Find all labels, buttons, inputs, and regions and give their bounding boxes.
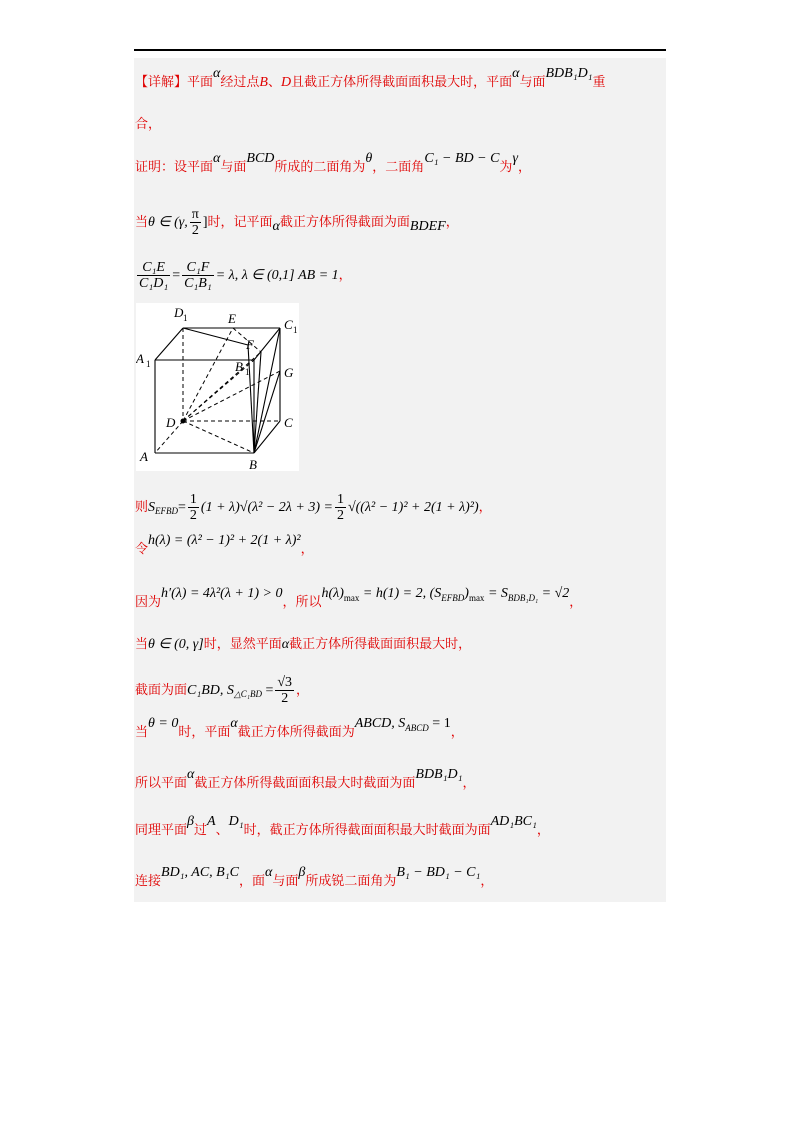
math-bracket: ] xyxy=(202,215,208,230)
denominator: 2 xyxy=(281,691,289,706)
math-dihedral: C₁ − BD − C xyxy=(424,151,500,166)
text: 时，记平面 xyxy=(207,215,273,230)
text: 过 xyxy=(194,823,208,838)
text: 截正方体所得截面面积最大时截面为面 xyxy=(194,776,416,791)
text-line-9 xyxy=(135,637,471,653)
math-alpha: α xyxy=(187,767,195,782)
label-C1: C xyxy=(284,317,293,332)
label-F: F xyxy=(246,337,254,352)
text-line-2 xyxy=(135,117,161,133)
text: 经过点 xyxy=(220,75,260,90)
math-D: D xyxy=(280,75,292,90)
text-line-6 xyxy=(135,492,492,523)
label-B1: B xyxy=(235,359,243,374)
math-interval: θ ∈ (γ, xyxy=(148,215,188,230)
detail-intro: 【详解】平面 xyxy=(135,75,214,90)
text-line-11 xyxy=(135,716,464,741)
text-line-7 xyxy=(135,533,314,558)
math-h: h(λ) xyxy=(321,586,344,601)
label-A: A xyxy=(140,449,148,464)
math-beta: β xyxy=(298,865,306,880)
text: 为 xyxy=(499,160,513,175)
text: 、 xyxy=(215,823,229,838)
math-alpha: α xyxy=(213,151,221,166)
subscript: EFBD xyxy=(155,506,179,516)
text-line-5 xyxy=(135,260,352,291)
subscript: BDB₁D₁ xyxy=(507,593,539,603)
math-D1: D₁ xyxy=(228,814,244,829)
subscript: max xyxy=(343,593,360,603)
label-G: G xyxy=(284,365,294,380)
text: 当 xyxy=(135,725,149,740)
text: 所成锐二面角为 xyxy=(305,874,397,889)
numerator: C₁F xyxy=(182,260,214,276)
text: 当 xyxy=(135,215,149,230)
text: 时，截正方体所得截面面积最大时截面为面 xyxy=(243,823,491,838)
math-equals: = xyxy=(261,683,274,698)
text: ，面 xyxy=(238,874,265,889)
text: 时，平面 xyxy=(178,725,231,740)
text: ， xyxy=(296,683,310,698)
math-equals: = xyxy=(172,268,181,283)
text: ，所以 xyxy=(282,595,322,610)
math-plane: BDB₁D₁ xyxy=(545,66,593,81)
label-sub: 1 xyxy=(293,325,298,335)
label-sub: 1 xyxy=(245,367,250,377)
math-h-max: = h(1) = 2, (S xyxy=(359,586,442,601)
text: ， xyxy=(536,823,550,838)
numerator: 1 xyxy=(336,492,344,507)
text-line-13 xyxy=(135,814,550,839)
math-plane: BDEF xyxy=(409,219,446,234)
math-gamma: γ xyxy=(512,151,518,166)
math-section: C₁BD, S xyxy=(187,683,234,698)
math-sqrt2: = √2 xyxy=(538,586,570,601)
text: 与面 xyxy=(519,75,546,90)
subscript: max xyxy=(468,593,485,603)
math-alpha: α xyxy=(264,865,273,880)
math-S: S xyxy=(148,500,156,515)
math-paren: ) xyxy=(464,586,469,601)
text: ， xyxy=(462,776,476,791)
text: ， xyxy=(517,160,531,175)
numerator: C₁E xyxy=(137,260,170,276)
text: 连接 xyxy=(135,874,162,889)
text: 令 xyxy=(135,542,149,557)
math-plane: AD₁BC₁ xyxy=(490,814,537,829)
text: 截面为面 xyxy=(135,683,188,698)
text: ， xyxy=(300,542,314,557)
label-A1: A xyxy=(136,351,144,366)
numerator: √3 xyxy=(277,675,293,690)
text: 时，显然平面 xyxy=(203,637,282,652)
text: 当 xyxy=(135,637,149,652)
label-sub: 1 xyxy=(146,359,151,369)
text: ， xyxy=(338,268,352,283)
math-alpha: α xyxy=(281,637,290,652)
fraction-ratio-2 xyxy=(182,260,214,291)
label-B: B xyxy=(249,457,257,471)
math-A: A xyxy=(207,814,216,829)
denominator: C₁B₁ xyxy=(184,276,212,291)
fraction-ratio-1 xyxy=(137,260,170,291)
math-alpha: α xyxy=(230,716,238,731)
math-section: ABCD, S xyxy=(354,716,406,731)
text: 同理平面 xyxy=(135,823,188,838)
text: 且截正方体所得截面面积最大时，平面 xyxy=(291,75,513,90)
label-E: E xyxy=(228,311,236,326)
fraction-pi-2 xyxy=(190,207,201,238)
cube-figure xyxy=(136,303,299,471)
text: 、 xyxy=(267,75,281,90)
subscript: EFBD xyxy=(441,593,465,603)
math-B: B xyxy=(259,75,268,90)
math-plane: BDB₁D₁ xyxy=(415,767,463,782)
text: 证明：设平面 xyxy=(135,160,214,175)
text: 截正方体所得截面面积最大时， xyxy=(289,637,472,652)
text: 所以平面 xyxy=(135,776,188,791)
math-equals: = xyxy=(178,500,186,515)
math-lines: BD₁, AC, B₁C xyxy=(161,865,239,880)
text: ， xyxy=(569,595,583,610)
text: 截正方体所得截面为 xyxy=(237,725,355,740)
text: ，二面角 xyxy=(372,160,425,175)
denominator: 2 xyxy=(191,223,199,238)
text: 因为 xyxy=(135,595,162,610)
math-plane: BCD xyxy=(246,151,275,166)
math-area-expr: (1 + λ)√(λ² − 2λ + 3) = xyxy=(200,500,333,515)
math-alpha: α xyxy=(213,66,221,81)
header-rule xyxy=(134,49,666,51)
text: 重 xyxy=(592,75,606,90)
math-interval: θ ∈ (0, γ] xyxy=(148,637,204,652)
math-h-def: h(λ) = (λ² − 1)² + 2(1 + λ)² xyxy=(148,533,301,548)
numerator: π xyxy=(191,207,199,222)
text-line-3 xyxy=(135,151,531,176)
math-alpha: α xyxy=(272,219,280,234)
numerator: 1 xyxy=(189,492,197,507)
math-equals-one: = 1 xyxy=(428,716,451,731)
text: ， xyxy=(445,215,459,230)
text: 所成的二面角为 xyxy=(274,160,366,175)
text: 截正方体所得截面为面 xyxy=(279,215,410,230)
math-area-expr-2: √((λ² − 1)² + 2(1 + λ)²) xyxy=(347,500,479,515)
denominator: 2 xyxy=(336,508,344,523)
math-lambda-def: = λ, λ ∈ (0,1] AB = 1 xyxy=(215,268,339,283)
subscript: ABCD xyxy=(405,723,429,733)
math-S: = S xyxy=(484,586,508,601)
text-line-12 xyxy=(135,767,476,792)
text: 与面 xyxy=(272,874,299,889)
denominator: C₁D₁ xyxy=(139,276,169,291)
text: 合， xyxy=(135,117,162,132)
text-line-4 xyxy=(135,207,459,238)
text: ， xyxy=(478,500,492,515)
label-sub: 1 xyxy=(183,313,188,323)
text-line-8 xyxy=(135,586,583,611)
fraction-half xyxy=(188,492,199,523)
math-theta: θ xyxy=(365,151,373,166)
text-line-10 xyxy=(135,675,309,706)
fraction-half xyxy=(335,492,346,523)
text-line-14 xyxy=(135,865,494,890)
denominator: 2 xyxy=(189,508,197,523)
label-C: C xyxy=(284,415,293,430)
math-theta-zero: θ = 0 xyxy=(148,716,179,731)
text-line-1 xyxy=(135,66,606,91)
math-dihedral: B₁ − BD₁ − C₁ xyxy=(396,865,481,880)
text: 则 xyxy=(135,500,149,515)
text: ， xyxy=(480,874,494,889)
label-D1: D xyxy=(174,305,184,320)
label-D: D xyxy=(166,415,176,430)
math-derivative: h′(λ) = 4λ²(λ + 1) > 0 xyxy=(161,586,283,601)
text: 与面 xyxy=(220,160,247,175)
text: ， xyxy=(450,725,464,740)
subscript: △C₁BD xyxy=(233,689,262,699)
fraction-sqrt3-2 xyxy=(275,675,294,706)
math-beta: β xyxy=(187,814,194,829)
math-alpha: α xyxy=(512,66,520,81)
